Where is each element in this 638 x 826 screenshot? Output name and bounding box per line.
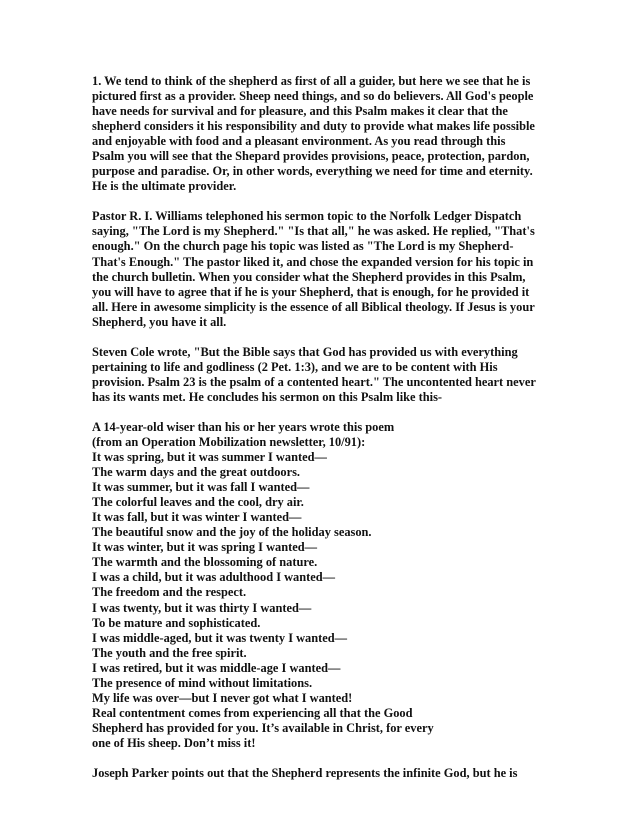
text-line: Shepherd, you have it all. — [92, 314, 227, 329]
poem-line: It was winter, but it was spring I wanted— — [92, 540, 318, 555]
text-line: 1. We tend to think of the shepherd as first of all a guider, but here we see that he is — [92, 74, 531, 88]
text-line: purpose and paradise. Or, in other words, everything we need for time and eternity. — [92, 164, 533, 179]
text-line: have needs for survival and for pleasure, and this Psalm makes it clear that the — [92, 104, 508, 119]
text-line: pertaining to life and godliness (2 Pet. 1:3), and we are to be content with His — [92, 359, 498, 374]
paragraph-williams — [92, 209, 550, 329]
poem-line: The warmth and the blossoming of nature. — [92, 555, 318, 570]
poem-line: I was retired, but it was middle-age I wanted— — [92, 660, 341, 675]
paragraph-provider — [92, 74, 550, 194]
poem-line: It was spring, but it was summer I wanted— — [92, 450, 327, 465]
text-line: all. Here in awesome simplicity is the essence of all Biblical theology. If Jesus is your — [92, 299, 535, 314]
text-line: (from an Operation Mobilization newsletter, 10/91): — [92, 434, 366, 449]
text-line: and enjoyable with food and a pleasant environment. As you read through this — [92, 134, 506, 149]
text-line: A 14-year-old wiser than his or her years wrote this poem — [92, 419, 395, 434]
text-line: pictured first as a provider. Sheep need things, and so do believers. All God's people — [92, 89, 534, 104]
text-line: He is the ultimate provider. — [92, 179, 237, 194]
text-line: shepherd considers it his responsibility and duty to provide what makes life possible — [92, 119, 535, 134]
text-line: provision. Psalm 23 is the psalm of a contented heart." The uncontented heart never — [92, 374, 536, 389]
text-line: saying, "The Lord is my Shepherd." "Is that all," he was asked. He replied, "That's — [92, 224, 535, 239]
poem-line: The warm days and the great outdoors. — [92, 465, 301, 480]
poem-line: The youth and the free spirit. — [92, 645, 247, 660]
text-line: enough." On the church page his topic was listed as "The Lord is my Shepherd- — [92, 239, 514, 254]
poem-line: The beautiful snow and the joy of the holiday season. — [92, 525, 372, 540]
text-line: Psalm you will see that the Shepard provides provisions, peace, protection, pardon, — [92, 149, 530, 164]
paragraph-cole — [92, 345, 550, 405]
text-line: one of His sheep. Don’t miss it! — [92, 735, 256, 750]
poem-line: I was middle-aged, but it was twenty I wanted— — [92, 630, 348, 645]
poem-line: To be mature and sophisticated. — [92, 615, 261, 630]
text-line: Joseph Parker points out that the Shepherd represents the infinite God, but he is — [92, 765, 518, 780]
paragraph-parker — [92, 766, 550, 781]
poem-line: It was fall, but it was winter I wanted— — [92, 510, 302, 525]
poem-line: I was a child, but it was adulthood I wanted— — [92, 570, 336, 585]
poem-line: I was twenty, but it was thirty I wanted— — [92, 600, 312, 615]
text-line: Steven Cole wrote, "But the Bible says that God has provided us with everything — [92, 344, 518, 359]
text-line: Pastor R. I. Williams telephoned his sermon topic to the Norfolk Ledger Dispatch — [92, 209, 522, 224]
poem-line: My life was over—but I never got what I wanted! — [92, 690, 353, 705]
document-page — [92, 74, 550, 796]
poem-line: The colorful leaves and the cool, dry air. — [92, 495, 304, 510]
poem-line: The presence of mind without limitations. — [92, 675, 313, 690]
text-line: Shepherd has provided for you. It’s available in Christ, for every — [92, 720, 434, 735]
text-line: you will have to agree that if he is your Shepherd, that is enough, for he provided it — [92, 284, 530, 299]
text-line: the church bulletin. When you consider what the Shepherd provides in this Psalm, — [92, 269, 526, 284]
text-line: has its wants met. He concludes his sermon on this Psalm like this- — [92, 389, 443, 404]
poem-line: The freedom and the respect. — [92, 585, 247, 600]
poem-line: It was summer, but it was fall I wanted— — [92, 480, 310, 495]
text-line: That's Enough." The pastor liked it, and chose the expanded version for his topic in — [92, 254, 534, 269]
paragraph-poem — [92, 420, 550, 751]
text-line: Real contentment comes from experiencing all that the Good — [92, 705, 413, 720]
